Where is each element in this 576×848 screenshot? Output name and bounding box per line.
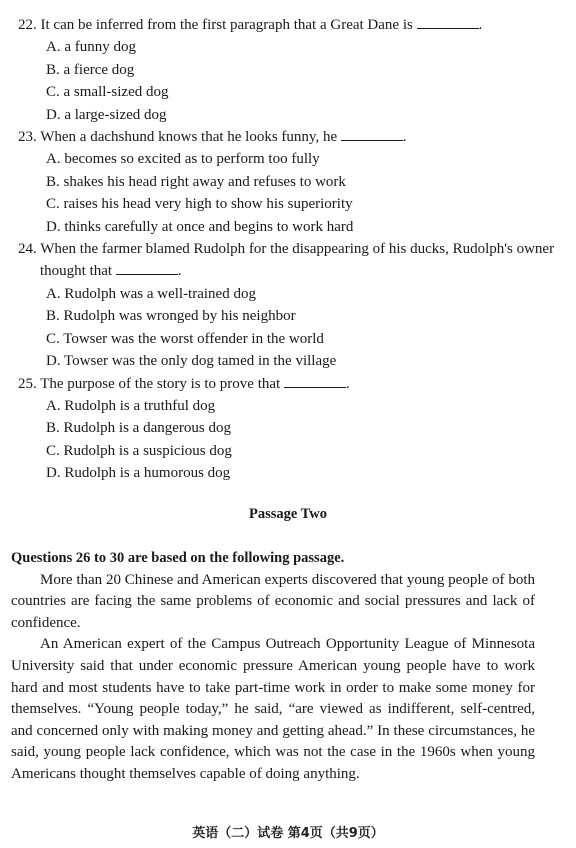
question-24 (18, 238, 558, 372)
question-22 (18, 14, 558, 126)
option-b: B. shakes his head right away and refuses to work (46, 173, 346, 190)
option-d: D. Towser was the only dog tamed in the village (46, 353, 337, 370)
question-end: . (177, 263, 182, 280)
question-end: . (345, 375, 350, 392)
passage-instruction: Questions 26 to 30 are based on the following passage. (11, 550, 345, 566)
question-end: . (478, 17, 483, 33)
passage-paragraph-2: An American expert of the Campus Outreach Opportunity League of Minnesota University said that under economic pressure American young people have to work hard and most students have to take part-time work in order to make some money for themselves. “Young people today,” he said, “are viewed as indifferent, self-centred, and concerned only with making money and getting ahead.” In these circumstances, he said, young people lack confidence, which was not the case in the 1960s when young Americans thought themselves capable of doing anything. (11, 636, 535, 782)
option-b: B. Rudolph is a dangerous dog (46, 420, 231, 437)
page-footer: 英语（二）试卷 第4页（共9页） (192, 826, 384, 841)
question-25 (18, 373, 558, 485)
option-c: C. Towser was the worst offender in the world (46, 330, 324, 347)
question-number: 25. (18, 375, 37, 392)
question-end: . (402, 129, 407, 146)
option-a: A. a funny dog (46, 39, 136, 56)
option-c: C. raises his head very high to show his superiority (46, 196, 353, 213)
question-text: The purpose of the story is to prove that (40, 375, 281, 392)
question-text: It can be inferred from the first paragraph that a Great Dane is (40, 17, 413, 33)
option-b: B. Rudolph was wronged by his neighbor (46, 308, 296, 325)
question-stem (18, 14, 558, 36)
question-stem (18, 126, 558, 148)
question-list (18, 14, 558, 485)
question-number: 22. (18, 17, 37, 33)
question-number: 23. (18, 129, 37, 146)
option-a: A. Rudolph was a well-trained dog (46, 285, 256, 302)
answer-blank (284, 373, 346, 388)
question-23 (18, 126, 558, 238)
answer-blank (116, 260, 178, 275)
answer-blank (417, 14, 479, 29)
question-stem (18, 373, 558, 395)
option-c: C. a small-sized dog (46, 84, 169, 101)
option-a: A. Rudolph is a truthful dog (46, 397, 216, 414)
question-text: When the farmer blamed Rudolph for the disappearing of his ducks, Rudolph's owner thought that (40, 241, 555, 280)
question-stem (18, 238, 558, 283)
answer-blank (341, 126, 403, 141)
option-a: A. becomes so excited as to perform too fully (46, 151, 320, 168)
option-d: D. thinks carefully at once and begins to work hard (46, 218, 354, 235)
option-d: D. a large-sized dog (46, 106, 167, 123)
question-text: When a dachshund knows that he looks funny, he (40, 129, 338, 146)
option-c: C. Rudolph is a suspicious dog (46, 442, 232, 459)
option-b: B. a fierce dog (46, 61, 135, 78)
question-number: 24. (18, 241, 37, 258)
passage-body (11, 548, 535, 786)
passage-paragraph-1: More than 20 Chinese and American experts discovered that young people of both countries are facing the same problems of economic and social pressures and lack of confidence. (11, 571, 535, 631)
passage-title: Passage Two (248, 506, 327, 522)
option-d: D. Rudolph is a humorous dog (46, 465, 231, 482)
